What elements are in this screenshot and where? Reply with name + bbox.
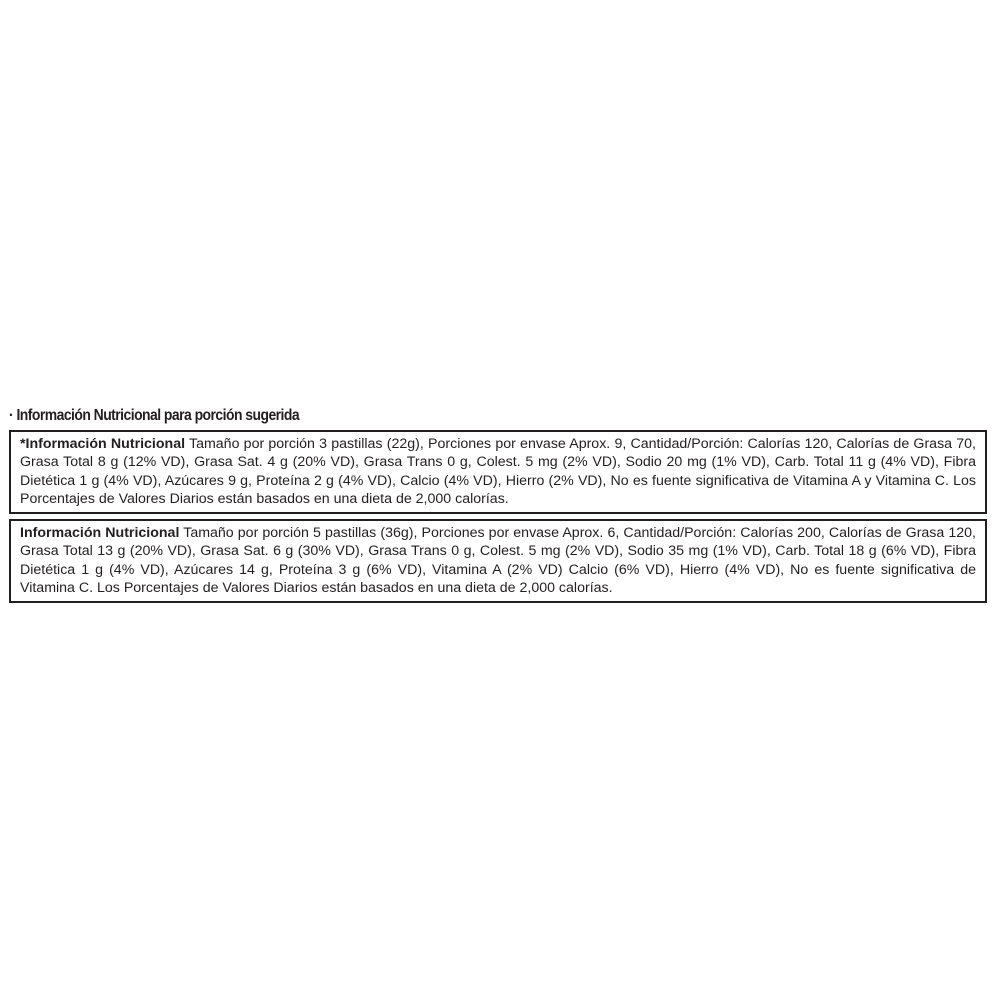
nutrition-panel-5-tablets [9,519,987,603]
panel-heading: *Información Nutricional [20,436,186,452]
nutrition-panel-3-tablets [9,430,987,514]
panel-text: Tamaño por porción 5 pastillas (36g), Porciones por envase Aprox. 6, Cantidad/Porción: Calorías 200, Calorías de Grasa 120, Grasa Total 13 g (20% VD), Grasa Sat. 6 g (30% VD), Grasa Trans 0 g, Colest. 5 mg (2% VD), Sodio 35 mg (1% VD), Carb. Total 18 g (6% VD), Fibra Dietética 1 g (4% VD), Azúcares 14 g, Proteína 3 g (6% VD), Vitamina A (2% VD) Calcio (6% VD), Hierro (4% VD), No es fuente significativa de Vitamina C. Los Porcentajes de Valores Diarios están basados en una dieta de 2,000 calorías. [20,525,977,597]
nutrition-section [9,405,989,603]
section-title: · Información Nutricional para porción sugerida [9,407,300,424]
panel-heading: Información Nutricional [20,525,180,542]
panel-text: Tamaño por porción 3 pastillas (22g), Porciones por envase Aprox. 9, Cantidad/Porción: Calorías 120, Calorías de Grasa 70, Grasa Total 8 g (12% VD), Grasa Sat. 4 g (20% VD), Grasa Trans 0 g, Colest. 5 mg (2% VD), Sodio 20 mg (1% VD), Carb. Total 11 g (4% VD), Fibra Dietética 1 g (4% VD), Azúcares 9 g, Proteína 2 g (4% VD), Calcio (4% VD), Hierro (2% VD), No es fuente significativa de Vitamina A y Vitamina C. Los Porcentajes de Valores Diarios están basados en una dieta de 2,000 calorías. [20,436,977,507]
